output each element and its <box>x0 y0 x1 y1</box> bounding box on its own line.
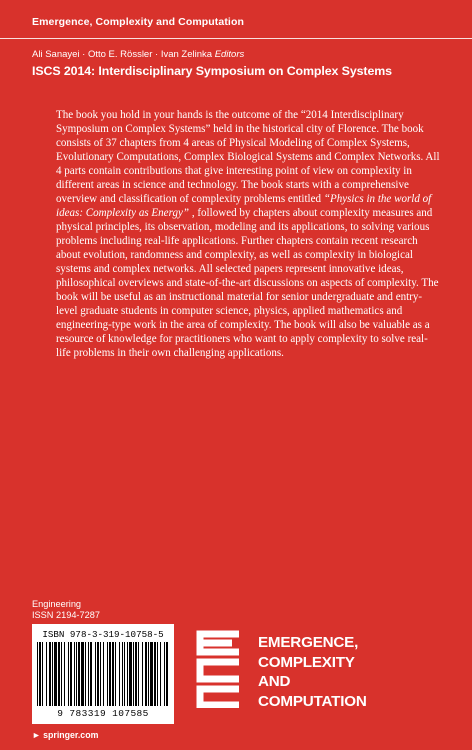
springer-website[interactable] <box>32 730 98 740</box>
series-title: Emergence, Complexity and Computation <box>32 16 244 28</box>
barcode-digits: 9 783319 107585 <box>57 708 149 719</box>
barcode-box <box>32 624 174 724</box>
ecc-logo-icon <box>196 630 242 708</box>
editors-line <box>32 49 244 60</box>
blurb-text-part2: , followed by chapters about complexity measures and physical principles, its observation, modeling and its applications, to solving various problems including real-life applications. Further chapters contain recent research about evolution, randomness and complexity, as well as complexity in biological systems and complex networks. All selected papers represent innovative ideas, philosophical overviews and state-of-the-art discussions on aspects of complexity. The book will be useful as an instructional material for senior undergraduate and entry-level graduate students in computer science, physics, applied mathematics and engineering-type work in the area of complexity. The book will also be valuable as a resource of knowledge for practitioners who want to apply complexity to solve real-life problems in their own challenging applications. <box>56 207 439 359</box>
isbn-label: ISBN 978-3-319-10758-5 <box>42 629 164 640</box>
series-divider <box>0 38 472 39</box>
logo-word-3: AND <box>258 673 291 690</box>
blurb-paragraph <box>56 108 441 360</box>
issn-label: ISSN 2194-7287 <box>32 610 100 620</box>
editors-role: Editors <box>214 49 245 60</box>
blurb-quoted-chapter: “Physics in the world of ideas: Complexity as Energy” <box>56 193 432 219</box>
subject-label: Engineering <box>32 599 82 609</box>
back-cover-blurb <box>56 108 441 360</box>
blurb-text-part1: The book you hold in your hands is the outcome of the “2014 Interdisciplinary Symposium on Complex Systems” held in the historical city of Florence. The book consists of 37 chapters from 4 areas of Physical Modeling of Complex Systems, Evolutionary Computations, Complex Biological Systems and Complex Networks. All 4 parts contain contributions that give interesting point of view on complexity in different areas in science and technology. The book starts with a comprehensive overview and classification of complexity problems entitled <box>56 109 440 205</box>
barcode-icon <box>35 642 171 706</box>
logo-word-4: COMPUTATION <box>258 692 367 710</box>
arrow-right-icon: ► <box>32 730 44 740</box>
ecc-logo-words <box>258 633 367 711</box>
editor-names: Ali Sanayei · Otto E. Rössler · Ivan Zelinka <box>32 49 213 60</box>
book-title: ISCS 2014: Interdisciplinary Symposium on Complex Systems <box>32 64 392 78</box>
logo-word-2: COMPLEXITY <box>258 653 355 671</box>
logo-word-1: EMERGENCE, <box>258 634 359 651</box>
subject-block <box>32 599 100 621</box>
springer-url-text: springer.com <box>43 730 99 740</box>
